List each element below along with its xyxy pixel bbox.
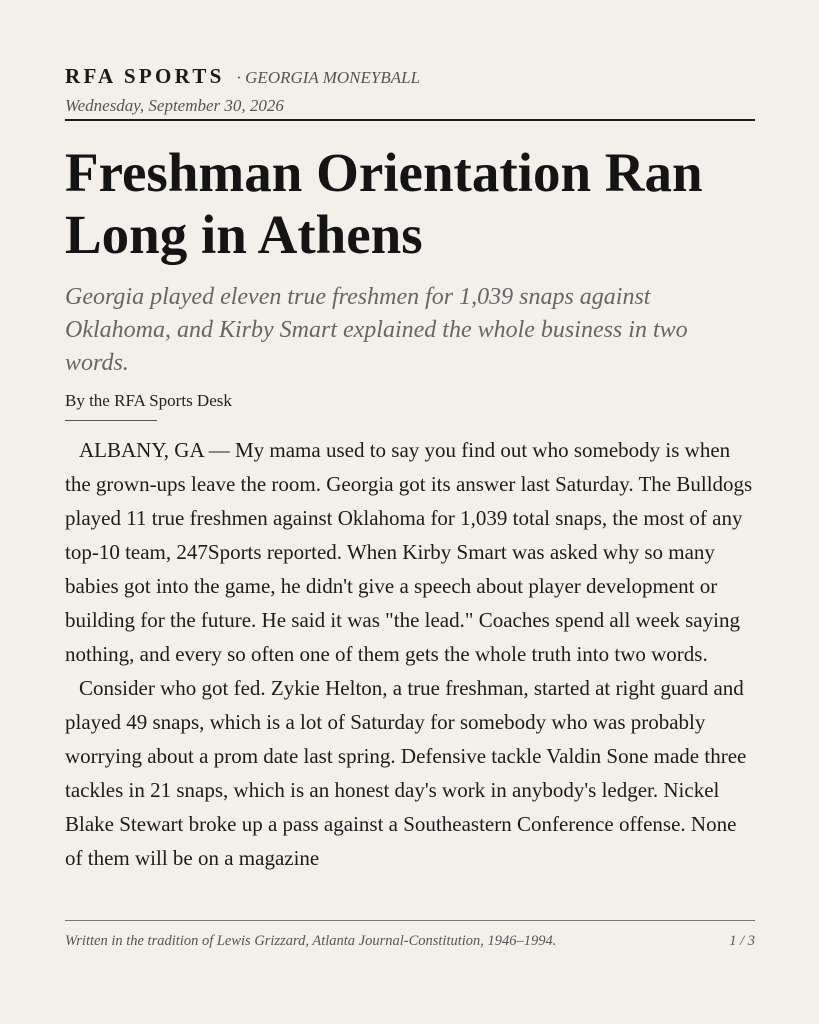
publication-date: Wednesday, September 30, 2026: [65, 96, 284, 115]
body-paragraph: Consider who got fed. Zykie Helton, a true freshman, started at right guard and played 49 snaps, which is a lot of Saturday for somebody who was probably worrying about a prom date last spring. Defensive tackle Valdin Sone made three tackles in 21 snaps, which is an honest day's work in anybody's ledger. Nickel Blake Stewart broke up a pass against a Southeastern Conference offense. None of them will be on a magazine: [65, 676, 747, 870]
article-dek: Georgia played eleven true freshmen for 1,039 snaps against Oklahoma, and Kirby Smart explained the whole business in two words.: [65, 284, 688, 376]
body-paragraph: ALBANY, GA — My mama used to say you find out who somebody is when the grown-ups leave the room. Georgia got its answer last Saturday. The Bulldogs played 11 true freshmen against Oklahoma for 1,039 total snaps, the most of any top-10 team, 247Sports reported. When Kirby Smart was asked why so many babies got into the game, he didn't give a speech about player development or building for the future. He said it was "the lead." Coaches spend all week saying nothing, and every so often one of them gets the whole truth into two words.: [65, 438, 753, 666]
article-page: [65, 0, 755, 1024]
footer-note: Written in the tradition of Lewis Grizzard, Atlanta Journal-Constitution, 1946–1994.: [65, 933, 557, 949]
byline: By the RFA Sports Desk: [65, 391, 232, 410]
byline-divider: [65, 420, 157, 421]
masthead: [65, 64, 420, 89]
article-body: [65, 433, 755, 911]
page-number: 1 / 3: [729, 933, 755, 949]
footer-divider: [65, 920, 755, 921]
brand-name: RFA SPORTS: [65, 64, 225, 88]
masthead-divider: [65, 119, 755, 121]
article-headline: Freshman Orientation Ran Long in Athens: [65, 142, 703, 265]
section-label: · GEORGIA MONEYBALL: [236, 68, 421, 87]
